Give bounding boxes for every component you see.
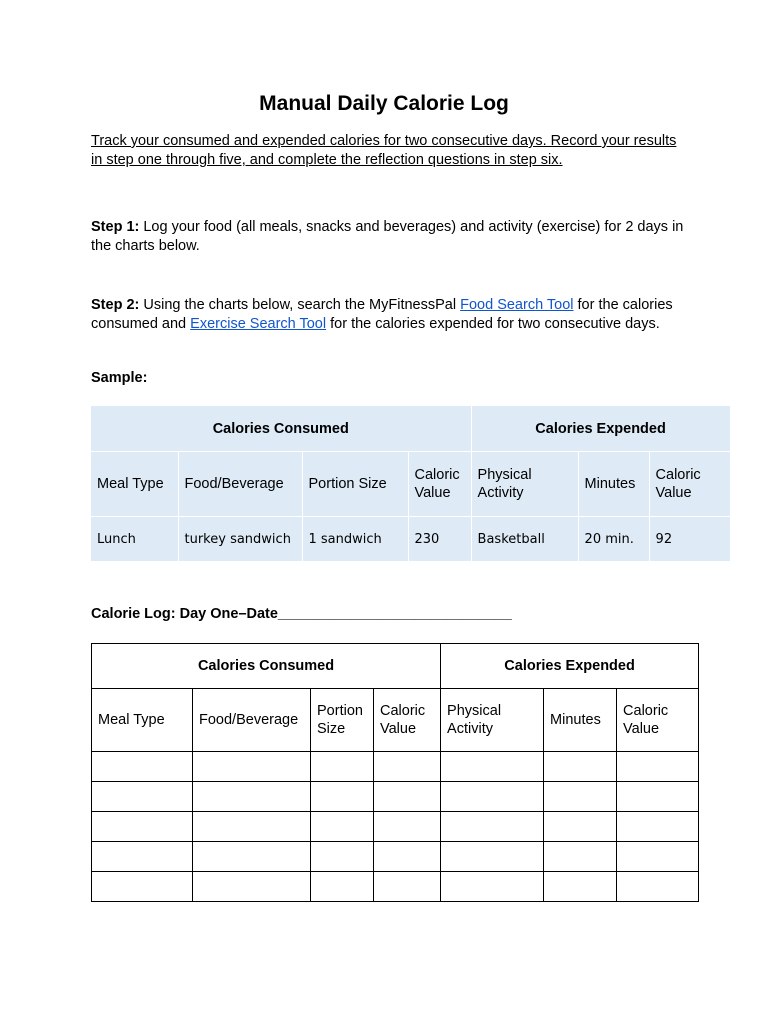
log-blank-cell[interactable]: [193, 752, 311, 782]
log-blank-cell[interactable]: [617, 812, 699, 842]
log-blank-cell[interactable]: [92, 782, 193, 812]
step-1-text: Log your food (all meals, snacks and beverages) and activity (exercise) for 2 days in the charts below.: [91, 219, 684, 254]
sample-cell: turkey sandwich: [178, 517, 302, 562]
sample-table: [91, 406, 731, 562]
log-blank-cell[interactable]: [544, 752, 617, 782]
log-blank-cell[interactable]: [311, 812, 374, 842]
log-blank-cell[interactable]: [544, 872, 617, 902]
log-blank-row: [92, 842, 699, 872]
log-blank-cell[interactable]: [617, 872, 699, 902]
log-blank-cell[interactable]: [441, 872, 544, 902]
day-one-log-label: Calorie Log: Day One–Date_____________________________: [91, 606, 512, 622]
log-blank-cell[interactable]: [374, 812, 441, 842]
step-1-label: Step 1:: [91, 219, 140, 235]
sample-cell: Basketball: [471, 517, 578, 562]
sample-cell: 92: [649, 517, 730, 562]
log-blank-cell[interactable]: [617, 842, 699, 872]
log-blank-cell[interactable]: [544, 842, 617, 872]
sample-col-physical-activity: Physical Activity: [471, 452, 578, 517]
sample-header-expended: Calories Expended: [471, 406, 730, 452]
log-col-minutes: Minutes: [544, 689, 617, 752]
log-header-consumed: Calories Consumed: [92, 644, 441, 689]
log-col-caloric-value: Caloric Value: [374, 689, 441, 752]
log-blank-cell[interactable]: [441, 752, 544, 782]
step-2-text-b: for the calories consumed and: [91, 297, 673, 332]
log-blank-cell[interactable]: [311, 872, 374, 902]
log-blank-cell[interactable]: [311, 752, 374, 782]
log-blank-cell[interactable]: [193, 842, 311, 872]
log-blank-cell[interactable]: [441, 782, 544, 812]
log-blank-cell[interactable]: [544, 812, 617, 842]
sample-cell: 20 min.: [578, 517, 649, 562]
sample-col-food-beverage: Food/Beverage: [178, 452, 302, 517]
sample-header-consumed: Calories Consumed: [91, 406, 471, 452]
log-blank-cell[interactable]: [374, 782, 441, 812]
day-one-log-table: [91, 643, 699, 902]
log-blank-row: [92, 872, 699, 902]
log-blank-cell[interactable]: [193, 782, 311, 812]
log-blank-row: [92, 752, 699, 782]
log-blank-cell[interactable]: [374, 872, 441, 902]
sample-col-minutes: Minutes: [578, 452, 649, 517]
log-blank-cell[interactable]: [193, 872, 311, 902]
food-search-tool-link[interactable]: Food Search Tool: [460, 297, 574, 313]
log-blank-cell[interactable]: [374, 842, 441, 872]
sample-cell: 230: [408, 517, 471, 562]
log-blank-cell[interactable]: [92, 842, 193, 872]
log-col-meal-type: Meal Type: [92, 689, 193, 752]
log-blank-row: [92, 782, 699, 812]
log-col-food-beverage: Food/Beverage: [193, 689, 311, 752]
log-blank-cell[interactable]: [441, 842, 544, 872]
sample-cell: 1 sandwich: [302, 517, 408, 562]
log-blank-cell[interactable]: [92, 812, 193, 842]
log-blank-cell[interactable]: [193, 812, 311, 842]
log-blank-cell[interactable]: [617, 782, 699, 812]
sample-col-portion-size: Portion Size: [302, 452, 408, 517]
step-2-paragraph: [91, 296, 691, 334]
step-1-paragraph: [91, 218, 691, 256]
sample-label: Sample:: [91, 370, 148, 386]
log-col-physical-activity: Physical Activity: [441, 689, 544, 752]
step-2-text-c: for the calories expended for two consecutive days.: [326, 316, 660, 332]
log-blank-cell[interactable]: [374, 752, 441, 782]
log-blank-row: [92, 812, 699, 842]
exercise-search-tool-link[interactable]: Exercise Search Tool: [190, 316, 327, 332]
sample-col-caloric-value: Caloric Value: [408, 452, 471, 517]
log-blank-cell[interactable]: [311, 782, 374, 812]
log-blank-cell[interactable]: [311, 842, 374, 872]
log-blank-cell[interactable]: [617, 752, 699, 782]
intro-text: Track your consumed and expended calories for two consecutive days. Record your results in step one through five, and complete the reflection questions in step six.: [91, 133, 677, 168]
sample-cell: Lunch: [91, 517, 178, 562]
log-blank-cell[interactable]: [544, 782, 617, 812]
log-col-portion-size: Portion Size: [311, 689, 374, 752]
step-2-label: Step 2:: [91, 297, 140, 313]
step-2-text-a: Using the charts below, search the MyFitnessPal: [139, 297, 461, 313]
log-col-caloric-value-expended: Caloric Value: [617, 689, 699, 752]
log-blank-cell[interactable]: [92, 872, 193, 902]
log-blank-cell[interactable]: [92, 752, 193, 782]
sample-col-meal-type: Meal Type: [91, 452, 178, 517]
sample-col-caloric-value-expended: Caloric Value: [649, 452, 730, 517]
log-header-expended: Calories Expended: [441, 644, 699, 689]
page-title: Manual Daily Calorie Log: [259, 92, 509, 115]
log-blank-cell[interactable]: [441, 812, 544, 842]
